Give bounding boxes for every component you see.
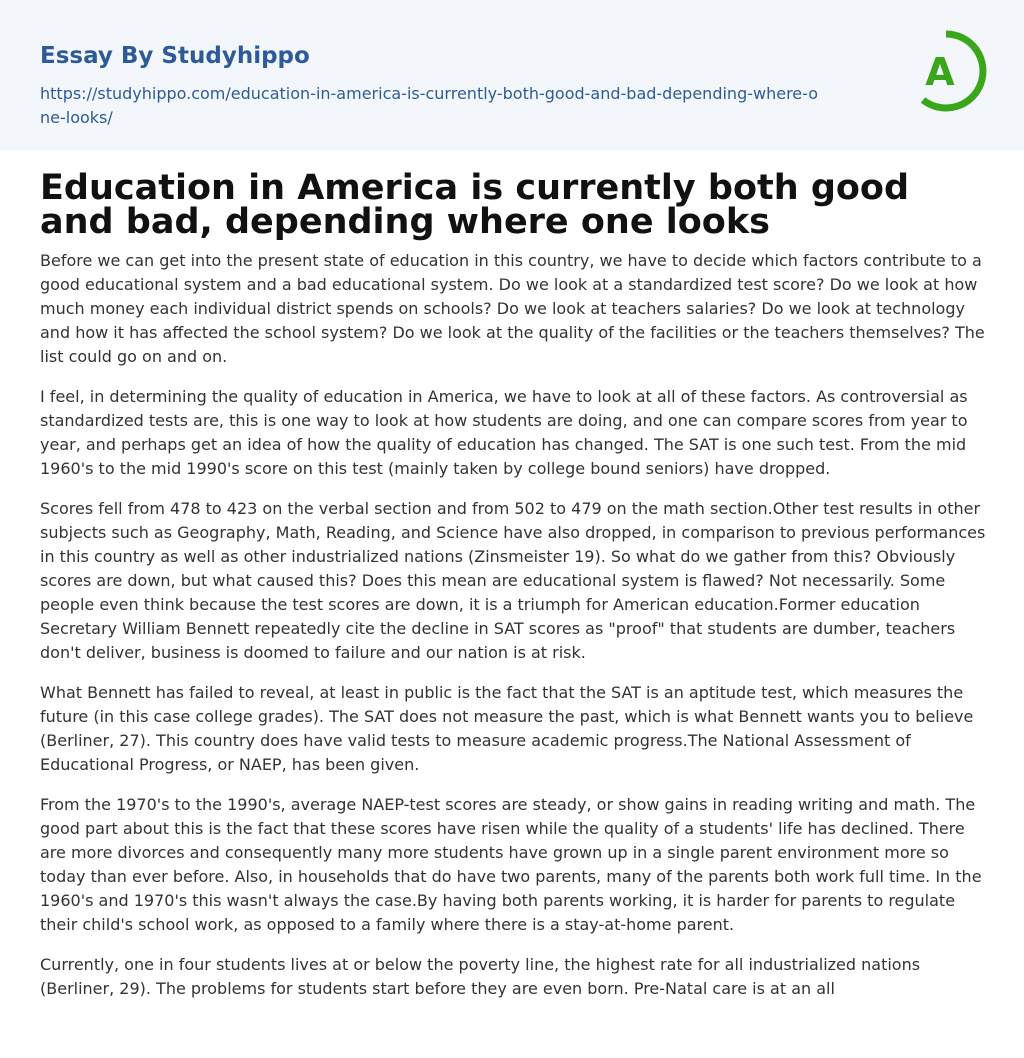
brand-title: Essay By Studyhippo <box>40 43 310 69</box>
article-title: Education in America is currently both good and bad, depending where one looks <box>40 168 910 242</box>
article-paragraph: What Bennett has failed to reveal, at least in public is the fact that the SAT is an aptitude test, which measures the future (in this case college grades). The SAT does not measure the past, which is what Bennett wants you to believe (Berliner, 27). This country does have valid tests to measure academic progress.The National Assessment of Educational Progress, or NAEP, has been given. <box>40 683 974 774</box>
article-paragraph: Scores fell from 478 to 423 on the verbal section and from 502 to 479 on the math section.Other test results in other subjects such as Geography, Math, Reading, and Science have also dropped, in comparison to previous performances in this country as well as other industrialized nations (Zinsmeister 19). So what do we gather from this? Obviously scores are down, but what caused this? Does this mean are educational system is flawed? Not necessarily. Some people even think because the test scores are down, it is a triumph for American education.Former education Secretary William Bennett repeatedly cite the decline in SAT scores as "proof" that students are dumber, teachers don't deliver, business is doomed to failure and our nation is at risk. <box>40 499 986 662</box>
article-paragraph: I feel, in determining the quality of education in America, we have to look at all of these factors. As controversial as standardized tests are, this is one way to look at how students are doing, and one can compare scores from year to year, and perhaps get an idea of how the quality of education has changed. The SAT is one such test. From the mid 1960's to the mid 1990's score on this test (mainly taken by college bound seniors) have dropped. <box>40 387 968 478</box>
logo-letter: A <box>925 50 955 94</box>
article-paragraph: From the 1970's to the 1990's, average NAEP-test scores are steady, or show gains in reading writing and math. The good part about this is the fact that these scores have risen while the quality of a students' life has declined. There are more divorces and consequently many more students have grown up in a single parent environment more so today than ever before. Also, in households that do have two parents, many of the parents both work full time. In the 1960's and 1970's this wasn't always the case.By having both parents working, it is harder for parents to regulate their child's school work, as opposed to a family where there is a stay-at-home parent. <box>40 795 982 934</box>
source-url-link[interactable]: https://studyhippo.com/education-in-america-is-currently-both-good-and-bad-depending-where-one-looks/ <box>40 84 818 127</box>
article-body <box>40 249 988 1017</box>
article-paragraph: Currently, one in four students lives at or below the poverty line, the highest rate for all industrialized nations (Berliner, 29). The problems for students start before they are even born. Pre-Natal care is at an all <box>40 955 921 998</box>
article-paragraph: Before we can get into the present state of education in this country, we have to decide which factors contribute to a good educational system and a bad educational system. Do we look at a standardized test score? Do we look at how much money each individual district spends on schools? Do we look at teachers salaries? Do we look at technology and how it has affected the school system? Do we look at the quality of the facilities or the teachers themselves? The list could go on and on. <box>40 251 985 366</box>
